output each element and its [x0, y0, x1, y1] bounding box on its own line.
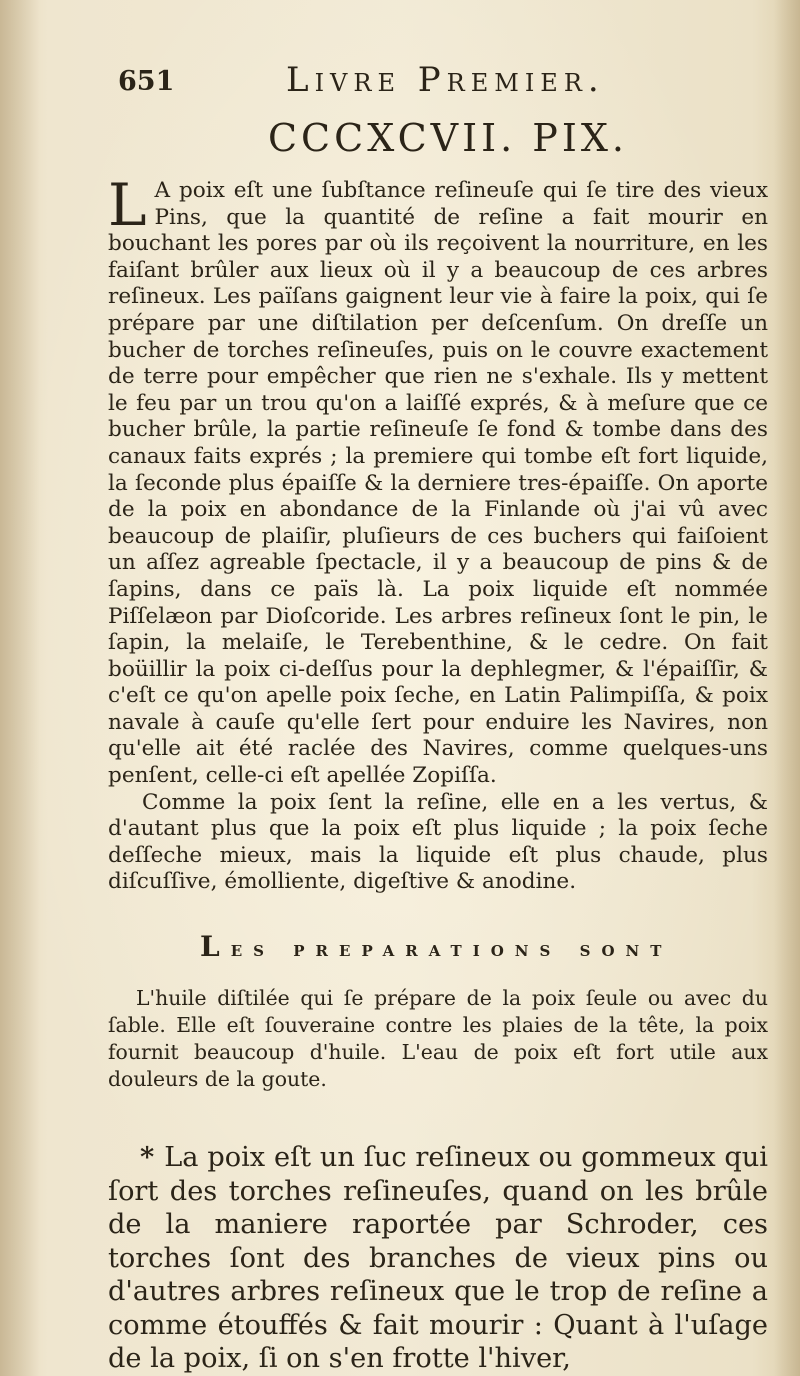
- page-header: [108, 58, 768, 106]
- body-paragraph-2: Comme la poix ſent la reſine, elle en a les vertus, & d'autant plus que la poix eſt plus liquide ; la poix ſeche deſſeche mieux, mais la liquide eſt plus chaude, plus diſcuſſive, émolliente, digeſtive & anodine.: [108, 789, 768, 895]
- preparations-paragraph: L'huile diſtilée qui ſe prépare de la poix ſeule ou avec du ſable. Elle eſt ſouveraine contre les plaies de la tête, la poix fournit beaucoup d'huile. L'eau de poix eſt fort utile aux douleurs de la goute.: [108, 986, 768, 1092]
- running-title: Livre Premier.: [286, 60, 605, 100]
- footnote-asterisk: *: [140, 1141, 155, 1174]
- page-gutter-shadow: [0, 0, 40, 1376]
- section-heading-initial: L: [200, 930, 231, 964]
- body-paragraph-1: [108, 171, 768, 790]
- drop-cap: L: [108, 171, 147, 239]
- page-edge-shadow: [774, 0, 800, 1376]
- page-number: 651: [118, 66, 175, 97]
- section-heading-rest: es preparations sont: [230, 936, 673, 962]
- chapter-title: CCCXCVII. PIX.: [267, 116, 629, 160]
- paragraph-1-text: A poix eſt une ſubſtance reſineuſe qui ſe tire des vieux Pins, que la quantité de reſine a fait mourir en bouchant les pores par où ils reçoivent la nourriture, en les faiſant brûler aux lieux où il y a beaucoup de ces arbres reſineux. Les païſans gaignent leur vie à faire la poix, qui ſe prépare par une diſtilation per deſcenſum. On dreſſe un bucher de torches reſineuſes, puis on le couvre exactement de terre pour empêcher que rien ne s'exhale. Ils y mettent le feu par un trou qu'on a laiſſé exprés, & à meſure que ce bucher brûle, la partie reſineuſe ſe fond & tombe dans des canaux faits exprés ; la premiere qui tombe eſt fort liquide, la ſeconde plus épaiſſe & la derniere tres-épaiſſe. On aporte de la poix en abondance de la Finlande où j'ai vû avec beaucoup de plaiſir, pluſieurs de ces buchers qui faiſoient un aſſez agreable ſpectacle, il y a beaucoup de pins & de ſapins, dans ce païs là. La poix liquide eſt nommée Piſſelæon par Dioſcoride. Les arbres reſineux ſont le pin, le ſapin, la melaiſe, le Terebenthine, & le cedre. On fait boüillir la poix ci-deſſus pour la dephlegmer, & l'épaiſſir, & c'eſt ce qu'on apelle poix ſeche, en Latin Palimpiſſa, & poix navale à cauſe qu'elle ſert pour enduire les Navires, non qu'elle ait été raclée des Navires, comme quelques-uns penſent, celle-ci eſt apellée Zopiſſa.: [108, 178, 768, 789]
- section-heading: [108, 930, 768, 963]
- footnote-text: La poix eſt un ſuc reſineux ou gommeux qui ſort des torches reſineuſes, quand on les brûle de la maniere raportée par Schroder, ces torches ſont des branches de vieux pins ou d'autres arbres reſineux que le trop de reſine a comme étouffés & fait mourir : Quant à l'uſage de la poix, ſi on s'en frotte l'hiver,: [108, 1142, 768, 1375]
- footnote-paragraph: [108, 1141, 768, 1376]
